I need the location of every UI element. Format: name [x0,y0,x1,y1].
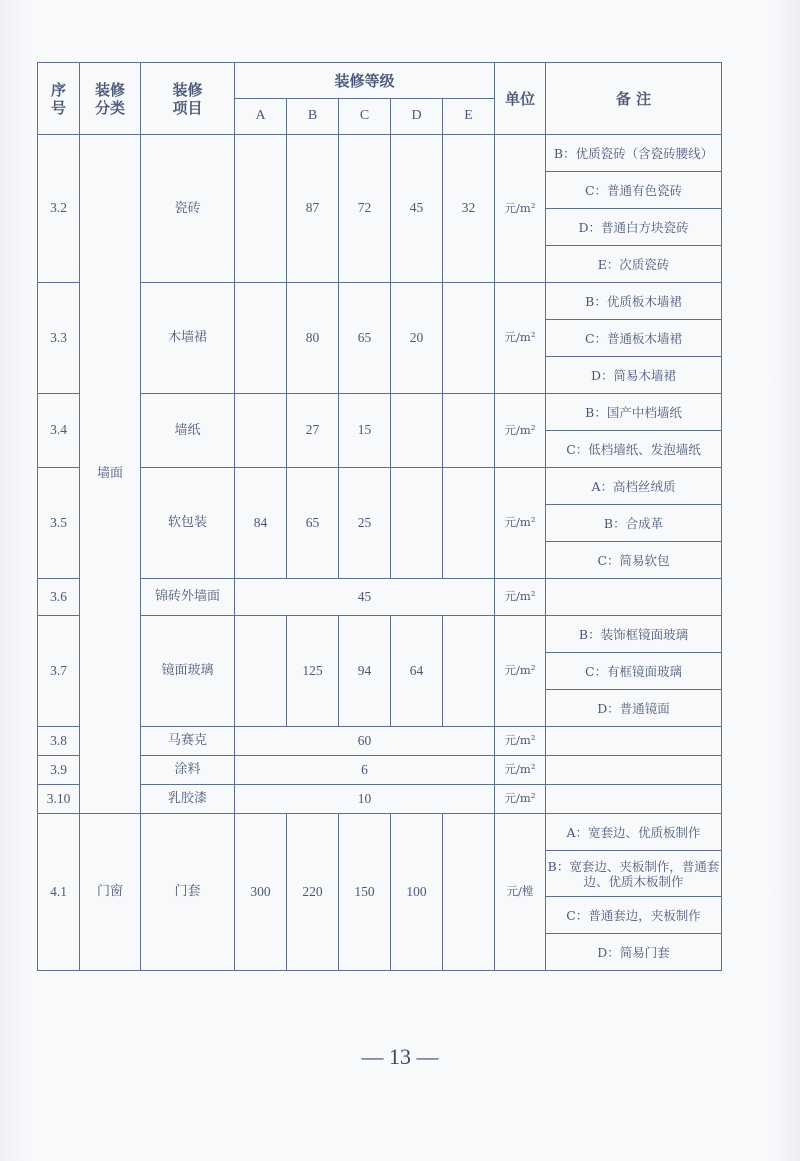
row-unit: 元/m² [495,727,546,756]
row-price-e [443,468,495,579]
row-price-a: 84 [235,468,287,579]
row-price-e [443,283,495,394]
row-price-e: 32 [443,135,495,283]
row-unit: 元/m² [495,579,546,616]
row-item: 木墙裙 [141,283,235,394]
row-unit: 元/m² [495,283,546,394]
row-unit: 元/樘 [495,814,546,971]
row-note: D：简易门套 [546,934,722,971]
row-price-a [235,135,287,283]
row-note: B：优质瓷砖（含瓷砖腰线） [546,135,722,172]
header-item: 装修 项目 [141,63,235,135]
row-price-c: 15 [339,394,391,468]
table-row [38,785,722,814]
row-note: C：简易软包 [546,542,722,579]
row-unit: 元/m² [495,135,546,283]
row-note: C：普通有色瓷砖 [546,172,722,209]
row-price-c: 94 [339,616,391,727]
row-price-merged: 10 [235,785,495,814]
row-price-c: 65 [339,283,391,394]
header-category: 装修 分类 [80,63,141,135]
table-row [38,468,722,505]
row-price-c: 72 [339,135,391,283]
header-unit: 单位 [495,63,546,135]
header-grade: 装修等级 [235,63,495,99]
row-price-d: 45 [391,135,443,283]
header-level-e: E [443,99,495,135]
row-unit: 元/m² [495,756,546,785]
row-price-b: 80 [287,283,339,394]
row-price-d [391,468,443,579]
row-price-b: 27 [287,394,339,468]
row-price-d: 20 [391,283,443,394]
row-seq: 3.7 [38,616,80,727]
row-price-b: 220 [287,814,339,971]
category-door: 门窗 [80,814,141,971]
row-seq: 3.8 [38,727,80,756]
row-note: A：宽套边、优质板制作 [546,814,722,851]
row-price-d: 100 [391,814,443,971]
category-wall: 墙面 [80,135,141,814]
row-note [546,579,722,616]
row-item: 锦砖外墙面 [141,579,235,616]
table-row [38,814,722,851]
row-item: 墙纸 [141,394,235,468]
row-note: C：低档墙纸、发泡墙纸 [546,431,722,468]
row-note: B：国产中档墙纸 [546,394,722,431]
row-item: 涂料 [141,756,235,785]
row-price-e [443,616,495,727]
row-note: A：高档丝绒质 [546,468,722,505]
table-row [38,394,722,431]
decoration-standard-table [37,62,722,971]
table-row [38,727,722,756]
row-price-b: 87 [287,135,339,283]
row-note: C：普通板木墙裙 [546,320,722,357]
row-price-e [443,394,495,468]
row-item: 乳胶漆 [141,785,235,814]
row-note [546,785,722,814]
row-price-merged: 45 [235,579,495,616]
row-note: D：普通镜面 [546,690,722,727]
row-price-d [391,394,443,468]
row-note: E：次质瓷砖 [546,246,722,283]
row-seq: 3.6 [38,579,80,616]
row-note: B：合成革 [546,505,722,542]
header-level-d: D [391,99,443,135]
header-level-c: C [339,99,391,135]
row-price-e [443,814,495,971]
row-note: B：宽套边、夹板制作，普通套边、优质木板制作 [546,851,722,897]
row-note [546,727,722,756]
row-seq: 3.5 [38,468,80,579]
row-item: 门套 [141,814,235,971]
row-seq: 3.10 [38,785,80,814]
row-seq: 3.9 [38,756,80,785]
row-note: D：普通白方块瓷砖 [546,209,722,246]
table-row [38,756,722,785]
row-note: B：优质板木墙裙 [546,283,722,320]
row-price-a [235,616,287,727]
row-seq: 3.2 [38,135,80,283]
table-row [38,579,722,616]
page-number: — 13 — [361,1044,439,1069]
header-level-a: A [235,99,287,135]
row-unit: 元/m² [495,468,546,579]
row-item: 马赛克 [141,727,235,756]
row-unit: 元/m² [495,785,546,814]
row-price-merged: 60 [235,727,495,756]
row-price-b: 65 [287,468,339,579]
row-price-c: 150 [339,814,391,971]
row-unit: 元/m² [495,394,546,468]
table-row [38,283,722,320]
row-price-d: 64 [391,616,443,727]
row-price-c: 25 [339,468,391,579]
row-price-a [235,283,287,394]
header-remark: 备 注 [546,63,722,135]
header-seq: 序 号 [38,63,80,135]
row-note: C：有框镜面玻璃 [546,653,722,690]
row-price-a: 300 [235,814,287,971]
row-note: C：普通套边，夹板制作 [546,897,722,934]
row-note: B：装饰框镜面玻璃 [546,616,722,653]
row-item: 软包装 [141,468,235,579]
header-level-b: B [287,99,339,135]
row-note: D：简易木墙裙 [546,357,722,394]
row-seq: 4.1 [38,814,80,971]
row-price-merged: 6 [235,756,495,785]
row-seq: 3.4 [38,394,80,468]
row-unit: 元/m² [495,616,546,727]
table-row [38,135,722,172]
row-seq: 3.3 [38,283,80,394]
row-item: 镜面玻璃 [141,616,235,727]
row-note [546,756,722,785]
table-row [38,616,722,653]
row-item: 瓷砖 [141,135,235,283]
row-price-a [235,394,287,468]
row-price-b: 125 [287,616,339,727]
